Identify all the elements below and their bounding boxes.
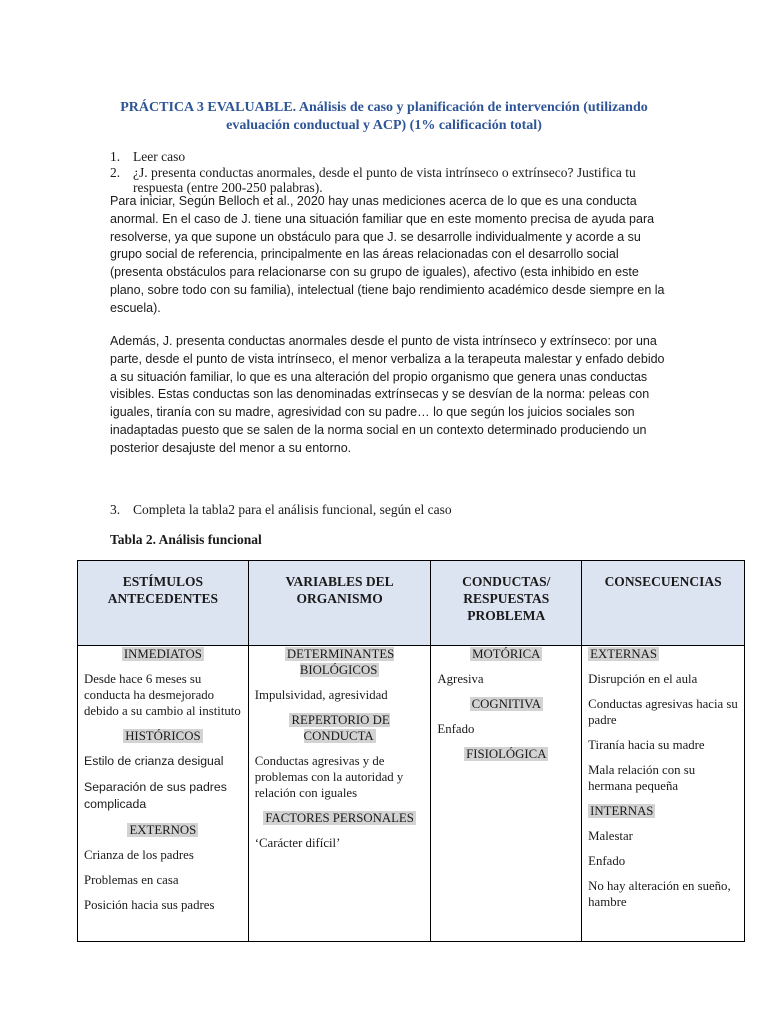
list-text: Leer caso [133, 149, 186, 164]
header-variables: VARIABLES DEL ORGANISMO [248, 561, 431, 646]
list-item [110, 165, 670, 196]
cell-text: Impulsividad, agresividad [254, 688, 388, 702]
list-text: ¿J. presenta conductas anormales, desde el punto de vista intrínseco o extrínseco? Justifica tu respuesta (entre 200-250 palabras). [133, 164, 636, 195]
sub-heading [588, 803, 738, 819]
cell-text: Problemas en casa [84, 873, 179, 887]
table-caption: Tabla 2. Análisis funcional [110, 532, 262, 547]
cell-text: Malestar [588, 829, 633, 843]
sub-heading [255, 810, 425, 826]
list-item [110, 149, 670, 165]
label-externas: EXTERNAS [590, 647, 657, 661]
label-internas: INTERNAS [590, 804, 654, 818]
list-number: 3. [110, 502, 121, 517]
label-cognitiva: COGNITIVA [471, 697, 541, 711]
sub-heading [84, 728, 242, 744]
list-item-3 [110, 502, 452, 518]
answer-paragraph-1: Para iniciar, Según Belloch et al., 2020 hay unas mediciones acerca de lo que es una conducta anormal. En el caso de J. tiene una situación familiar que en este momento precisa de ayuda para resolverse, ya que supone un obstáculo para que J. se desarrolle individualmente y acorde a su grupo social de referencia, principalmente en las áreas relacionadas con el desarrollo social (presenta obstáculos para relacionarse con su grupo de iguales), afectivo (esta inhibido en este plano, sobre todo con su familia), intelectual (tiene bajo rendimiento académico desde siempre en la escuela). [110, 194, 665, 315]
sub-heading [437, 696, 575, 712]
cell-text: ‘Carácter difícil’ [254, 836, 341, 850]
label-repertorio: REPERTORIO DE CONDUCTA [291, 713, 390, 743]
label-motorica: MOTÓRICA [472, 647, 541, 661]
label-fisiologica: FISIOLÓGICA [466, 747, 547, 761]
label-externos: EXTERNOS [129, 823, 197, 837]
list-number: 2. [110, 164, 121, 180]
cell-text: Desde hace 6 meses su conducta ha desmejorado debido a su cambio al instituto [84, 672, 241, 718]
label-historicos: HISTÓRICOS [125, 729, 201, 743]
page-title: PRÁCTICA 3 EVALUABLE. Análisis de caso y planificación de intervención (utilizando evaluación conductual y ACP) (1% calificación total) [120, 100, 648, 133]
cell-text: Agresiva [437, 672, 484, 686]
header-estimulos: ESTÍMULOS ANTECEDENTES [78, 561, 249, 646]
sub-heading [437, 746, 575, 762]
instruction-list [110, 149, 670, 196]
functional-analysis-table [77, 560, 745, 942]
cell-variables [248, 646, 431, 942]
cell-text: Separación de sus padres complicada [84, 780, 227, 811]
cell-text: Disrupción en el aula [588, 672, 698, 686]
sub-heading [437, 646, 575, 662]
cell-text: Enfado [437, 722, 475, 736]
sub-heading [84, 646, 242, 662]
cell-text: Conductas agresivas y de problemas con la autoridad y relación con iguales [254, 754, 404, 800]
table-row [78, 646, 745, 942]
cell-consecuencias [582, 646, 745, 942]
header-consecuencias: CONSECUENCIAS [582, 561, 745, 646]
cell-text: Mala relación con su hermana pequeña [588, 763, 696, 793]
header-conductas: CONDUCTAS/ RESPUESTAS PROBLEMA [431, 561, 582, 646]
answer-paragraph-2: Además, J. presenta conductas anormales desde el punto de vista intrínseco y extrínseco: por una parte, desde el punto de vista intrínseco, el menor verbaliza a la terapeuta malestar y enfado debido a su situación familiar, lo que es una alteración del propio organismo que genera unas conductas visibles. Estas conductas son las denominadas extrínsecas y se desvían de la norma: peleas con iguales, tiranía con su madre, agresividad con su padre… lo que según los juicios sociales son inadaptadas puesto que se salen de la norma social en un contexto determinado produciendo un posterior desajuste del menor a su entorno. [110, 334, 665, 455]
cell-text: Enfado [588, 854, 626, 868]
sub-heading [84, 822, 242, 838]
table-header-row [78, 561, 745, 646]
list-text: Completa la tabla2 para el análisis funcional, según el caso [133, 502, 452, 517]
cell-text: Crianza de los padres [84, 848, 194, 862]
label-personales: FACTORES PERSONALES [265, 811, 414, 825]
sub-heading [255, 712, 425, 744]
cell-text: Conductas agresivas hacia su padre [588, 697, 738, 727]
sub-heading [588, 646, 738, 662]
label-inmediatos: INMEDIATOS [123, 647, 202, 661]
cell-text: Estilo de crianza desigual [84, 754, 224, 768]
cell-text: Posición hacia sus padres [84, 898, 215, 912]
cell-conductas [431, 646, 582, 942]
cell-estimulos [78, 646, 249, 942]
cell-text: Tiranía hacia su madre [588, 738, 705, 752]
sub-heading [255, 646, 425, 678]
cell-text: No hay alteración en sueño, hambre [588, 879, 731, 909]
label-biologicos: DETERMINANTES BIOLÓGICOS [286, 647, 395, 677]
list-number: 1. [110, 149, 121, 164]
